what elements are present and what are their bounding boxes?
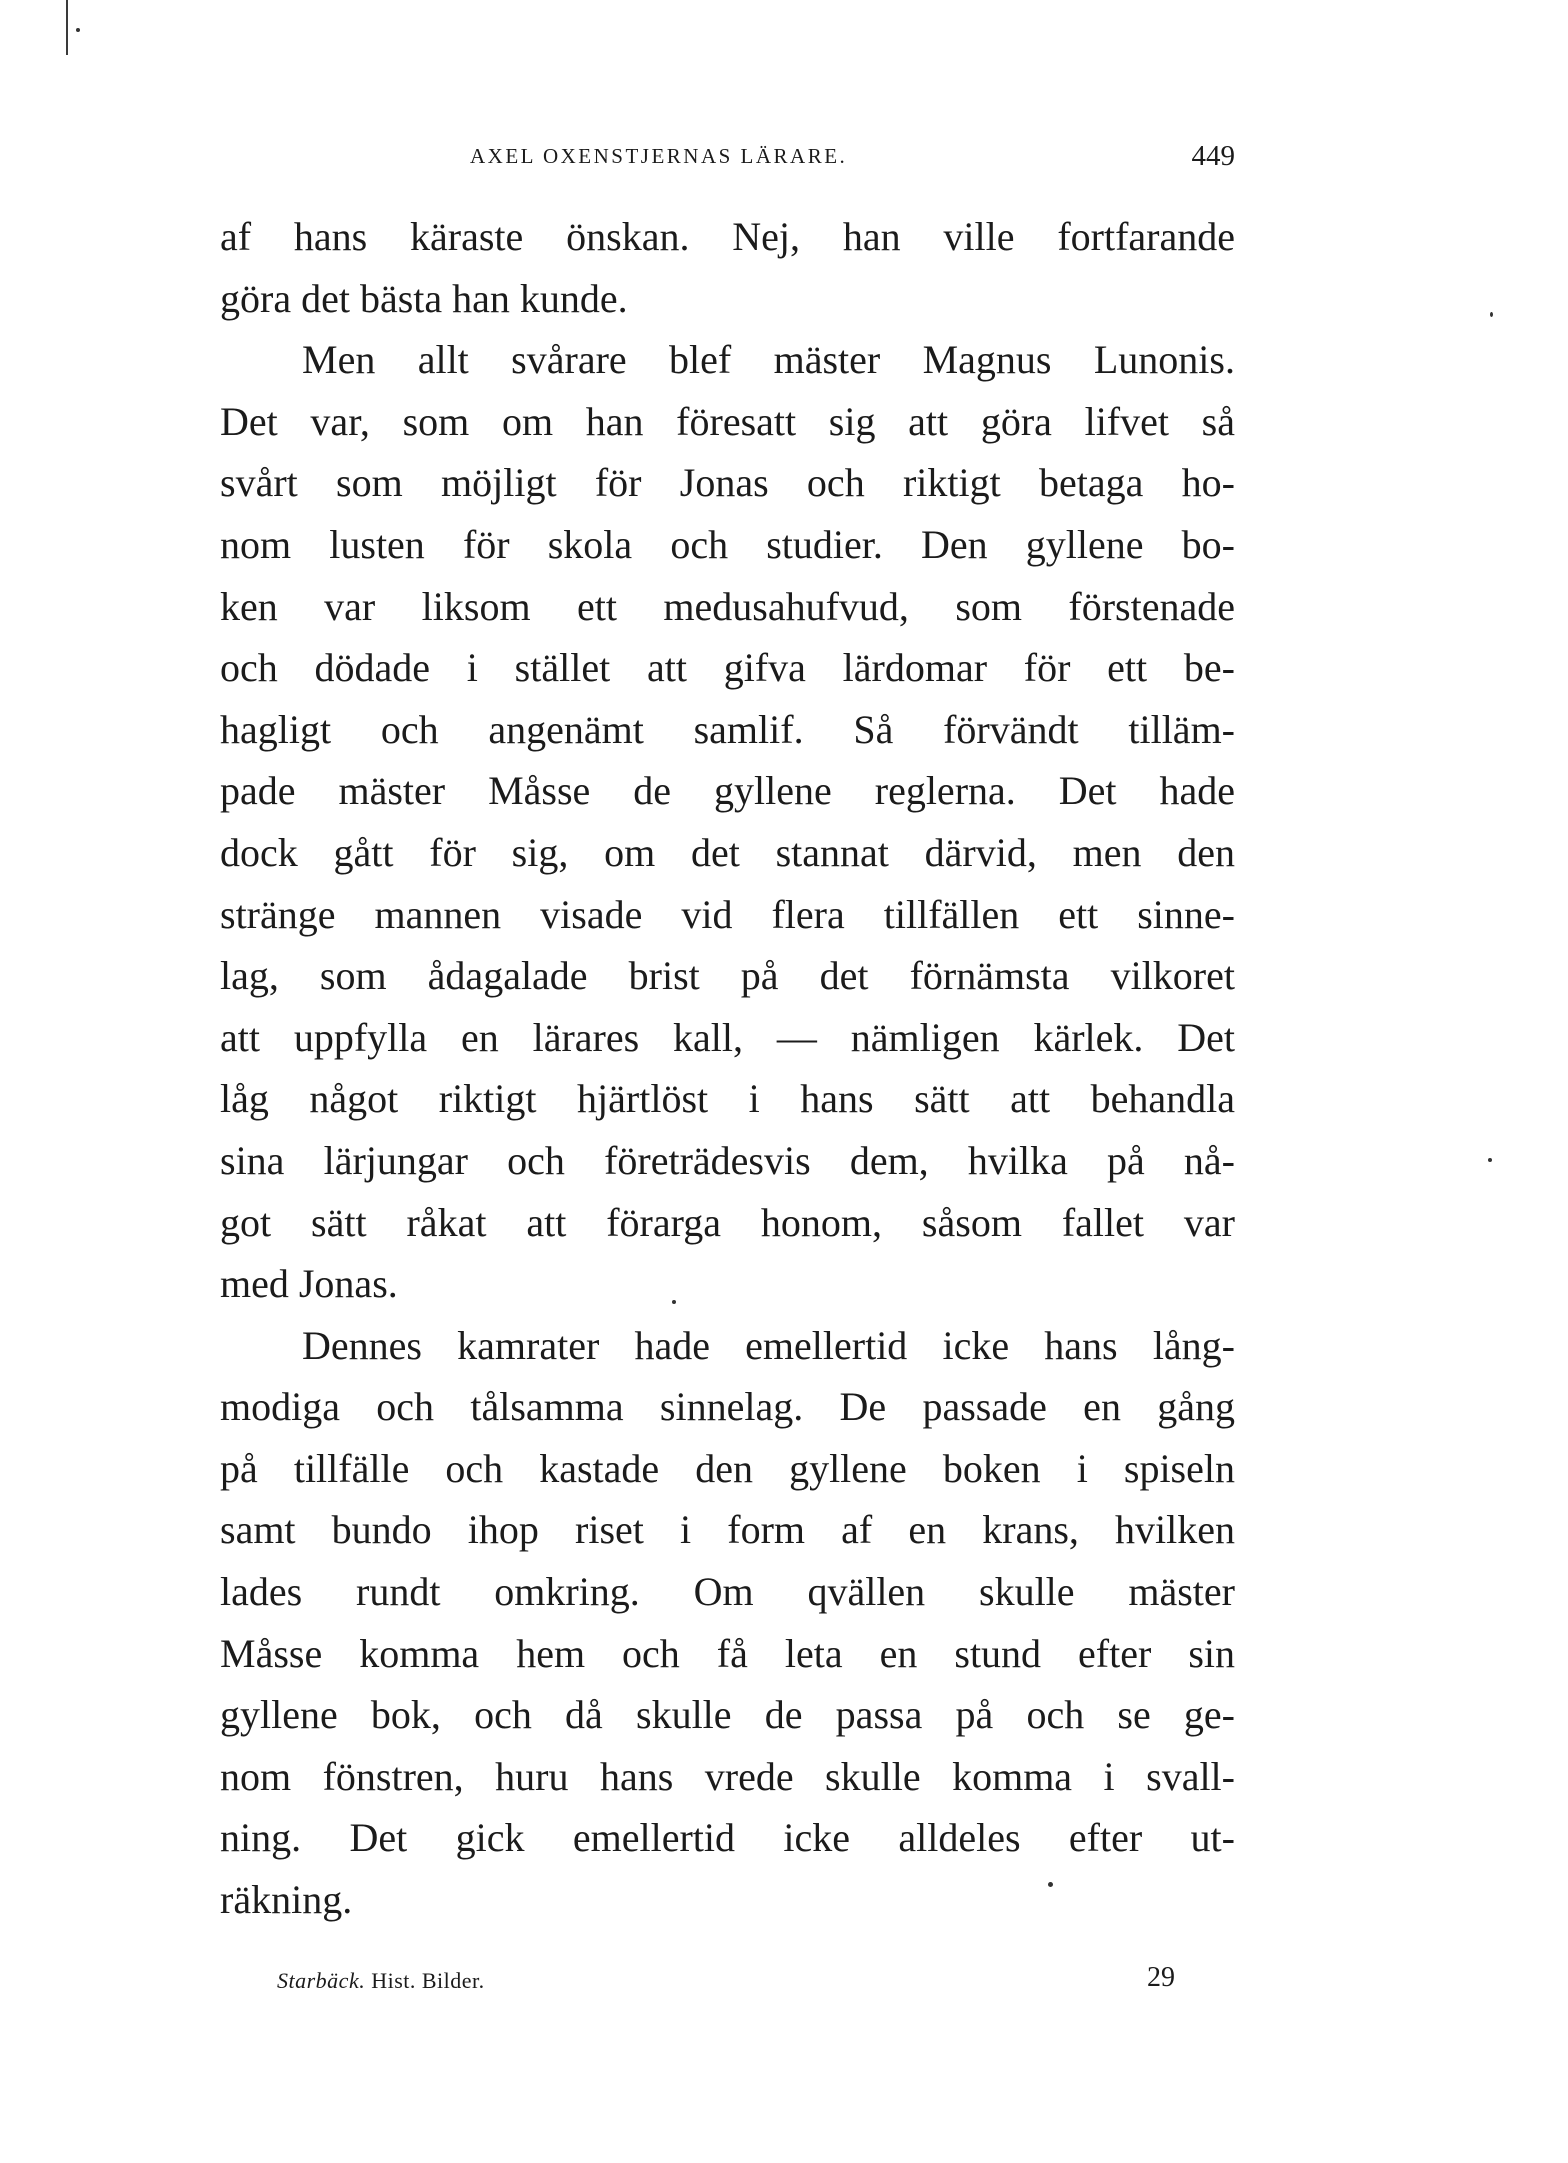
footer-book-title: Hist. Bilder. <box>371 1968 485 1993</box>
ink-speck <box>76 28 80 32</box>
signature-mark: 29 <box>1147 1962 1175 1993</box>
text-line: lades rundt omkring. Om qvällen skulle mäster <box>220 1569 1235 1615</box>
text-line: lag, som ådagalade brist på det förnämsta vilkoret <box>220 953 1235 999</box>
text-line: och dödade i stället att gifva lärdomar för ett be- <box>220 645 1235 691</box>
text-line: med Jonas. <box>220 1261 398 1307</box>
text-line: gyllene bok, och då skulle de passa på och se ge- <box>220 1692 1235 1738</box>
text-line: svårt som möjligt för Jonas och riktigt betaga ho- <box>220 460 1235 506</box>
text-line: modiga och tålsamma sinnelag. De passade en gång <box>220 1384 1235 1430</box>
text-line: sina lärjungar och företrädesvis dem, hvilka på nå- <box>220 1137 1235 1183</box>
ink-speck <box>1488 1158 1492 1162</box>
footer-signature <box>277 1968 485 1994</box>
text-line: Det var, som om han föresatt sig att göra lifvet så <box>220 398 1235 444</box>
text-line: Måsse komma hem och få leta en stund efter sin <box>220 1630 1235 1676</box>
text-line: got sätt råkat att förarga honom, såsom fallet var <box>220 1199 1235 1245</box>
text-line: Men allt svårare blef mäster Magnus Lunonis. <box>302 337 1235 383</box>
text-line: samt bundo ihop riset i form af en krans, hvilken <box>220 1507 1235 1553</box>
text-line: räkning. <box>220 1877 353 1923</box>
text-line: låg något riktigt hjärtlöst i hans sätt att behandla <box>220 1076 1235 1122</box>
text-line: att uppfylla en lärares kall, — nämligen kärlek. Det <box>220 1014 1235 1060</box>
text-line: dock gått för sig, om det stannat därvid, men den <box>220 829 1235 875</box>
text-line: af hans käraste önskan. Nej, han ville fortfarande <box>220 214 1235 259</box>
page-number: 449 <box>1191 140 1235 172</box>
footer-author: Starbäck. <box>277 1968 366 1993</box>
ink-speck <box>1490 312 1493 317</box>
text-line: nom lusten för skola och studier. Den gyllene bo- <box>220 521 1235 567</box>
text-line: ken var liksom ett medusahufvud, som förstenade <box>220 583 1235 629</box>
text-line: nom fönstren, huru hans vrede skulle komma i svall- <box>220 1753 1235 1799</box>
page-footer <box>277 1962 1227 2004</box>
text-line: pade mäster Måsse de gyllene reglerna. Det hade <box>220 768 1235 814</box>
running-title: AXEL OXENSTJERNAS LÄRARE. <box>470 144 848 168</box>
text-line: Dennes kamrater hade emellertid icke hans lång- <box>302 1322 1235 1368</box>
text-line: ning. Det gick emellertid icke alldeles efter ut- <box>220 1815 1235 1861</box>
text-line: stränge mannen visade vid flera tillfällen ett sinne- <box>220 891 1235 937</box>
body-text <box>220 206 1235 1931</box>
text-line: göra det bästa han kunde. <box>220 275 628 321</box>
margin-rule-mark <box>66 0 68 55</box>
text-line: på tillfälle och kastade den gyllene boken i spiseln <box>220 1445 1235 1491</box>
text-line: hagligt och angenämt samlif. Så förvändt tilläm- <box>220 706 1235 752</box>
running-head <box>220 140 1235 176</box>
